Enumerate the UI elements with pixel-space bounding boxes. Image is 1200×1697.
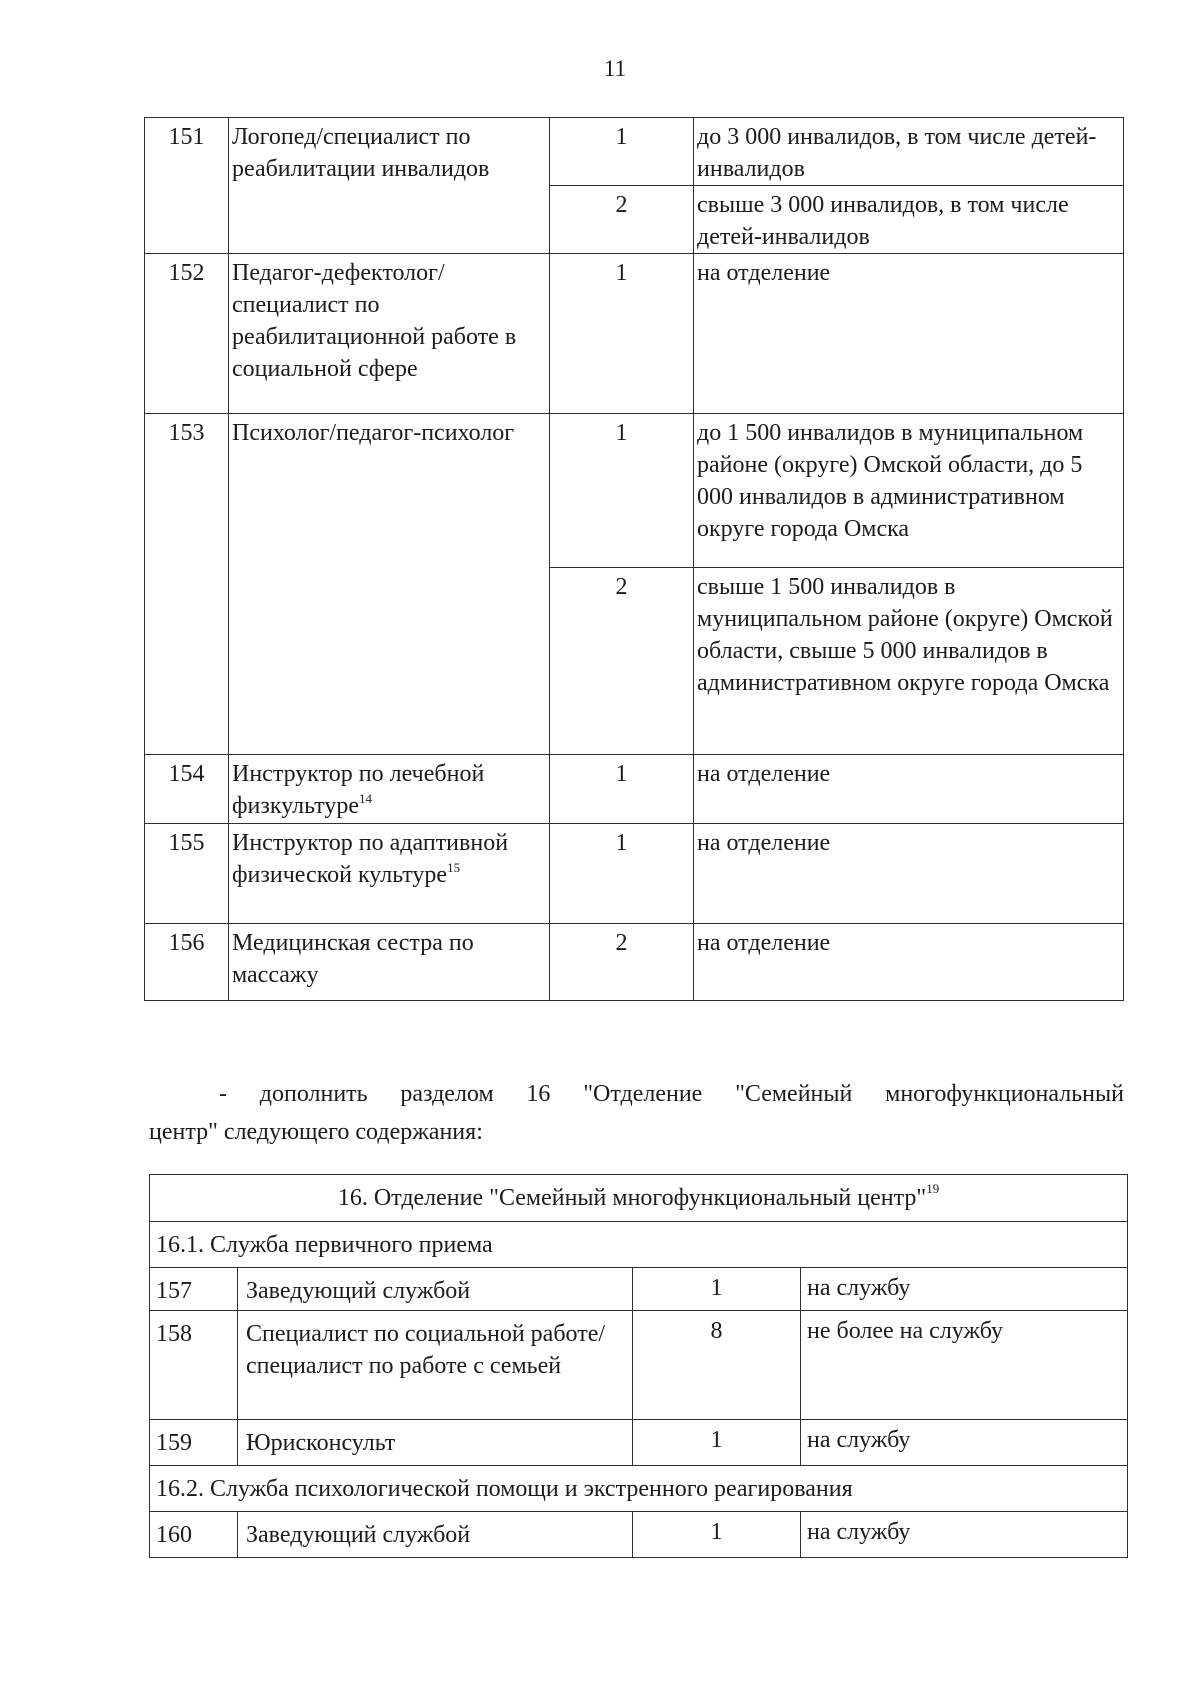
subsection-title: 16.1. Служба первичного приема (150, 1222, 1128, 1268)
position-name: Заведующий службой (238, 1268, 633, 1311)
table-row (150, 1175, 1128, 1222)
staff-count: 1 (550, 414, 694, 568)
staff-count: 8 (633, 1311, 801, 1420)
staff-count: 2 (550, 924, 694, 1001)
paragraph-line: - дополнить разделом 16 "Отделение "Семейный многофункциональный (219, 1081, 1124, 1107)
table-row (150, 1466, 1128, 1512)
table-row (150, 1420, 1128, 1466)
position-name: Логопед/специалист по реабилитации инвалидов (229, 118, 550, 254)
staff-note: до 1 500 инвалидов в муниципальном районе (округе) Омской области, до 5 000 инвалидов в административном округе города Омска (694, 414, 1124, 568)
row-number: 151 (145, 118, 229, 254)
staff-count: 1 (550, 824, 694, 924)
row-number: 154 (145, 755, 229, 824)
position-name: Педагог-дефектолог/ специалист по реабилитационной работе в социальной сфере (229, 254, 550, 414)
table-row (150, 1268, 1128, 1311)
staff-count: 1 (633, 1268, 801, 1311)
staff-count: 2 (550, 186, 694, 254)
section-title (150, 1175, 1128, 1222)
table-row (145, 924, 1124, 1001)
section-title-text: 16. Отделение "Семейный многофункциональный центр" (337, 1185, 927, 1211)
row-number: 153 (145, 414, 229, 755)
table-row (150, 1222, 1128, 1268)
row-number: 152 (145, 254, 229, 414)
staff-note: на службу (801, 1268, 1128, 1311)
staff-note: на службу (801, 1512, 1128, 1558)
table-row (150, 1311, 1128, 1420)
row-number: 156 (145, 924, 229, 1001)
footnote-marker: 14 (358, 791, 372, 806)
staff-count: 1 (550, 254, 694, 414)
table-row (145, 824, 1124, 924)
staff-note: на отделение (694, 755, 1124, 824)
position-name: Специалист по социальной работе/специалист по работе с семьей (238, 1311, 633, 1420)
section-16-table (149, 1174, 1128, 1558)
row-number: 158 (150, 1311, 238, 1420)
table-row (145, 414, 1124, 568)
staff-note: на службу (801, 1420, 1128, 1466)
staff-table (144, 117, 1124, 1001)
footnote-marker: 15 (447, 860, 461, 875)
staff-note: на отделение (694, 254, 1124, 414)
row-number: 159 (150, 1420, 238, 1466)
staff-count: 1 (550, 755, 694, 824)
page-number: 11 (603, 56, 627, 81)
position-name: Юрисконсульт (238, 1420, 633, 1466)
staff-count: 1 (633, 1512, 801, 1558)
paragraph-line: центр" следующего содержания: (149, 1119, 483, 1145)
position-name-text: Инструктор по адаптивной физической культуре (232, 830, 509, 888)
table-row (145, 254, 1124, 414)
row-number: 155 (145, 824, 229, 924)
staff-note: до 3 000 инвалидов, в том числе детей-инвалидов (694, 118, 1124, 186)
staff-note: на отделение (694, 924, 1124, 1001)
position-name: Заведующий службой (238, 1512, 633, 1558)
staff-count: 1 (550, 118, 694, 186)
table-row (150, 1512, 1128, 1558)
row-number: 157 (150, 1268, 238, 1311)
staff-count: 1 (633, 1420, 801, 1466)
position-name (229, 755, 550, 824)
staff-note: свыше 1 500 инвалидов в муниципальном районе (округе) Омской области, свыше 5 000 инвалидов в административном округе города Омска (694, 568, 1124, 755)
staff-count: 2 (550, 568, 694, 755)
amendment-paragraph (149, 1075, 1124, 1151)
table-row (145, 118, 1124, 186)
position-name: Медицинская сестра по массажу (229, 924, 550, 1001)
staff-note: не более на службу (801, 1311, 1128, 1420)
position-name (229, 824, 550, 924)
subsection-title: 16.2. Служба психологической помощи и экстренного реагирования (150, 1466, 1128, 1512)
staff-note: свыше 3 000 инвалидов, в том числе детей-инвалидов (694, 186, 1124, 254)
table-row (145, 755, 1124, 824)
position-name: Психолог/педагог-психолог (229, 414, 550, 755)
staff-note: на отделение (694, 824, 1124, 924)
footnote-marker: 19 (926, 1181, 940, 1196)
row-number: 160 (150, 1512, 238, 1558)
position-name-text: Инструктор по лечебной физкультуре (232, 761, 485, 819)
